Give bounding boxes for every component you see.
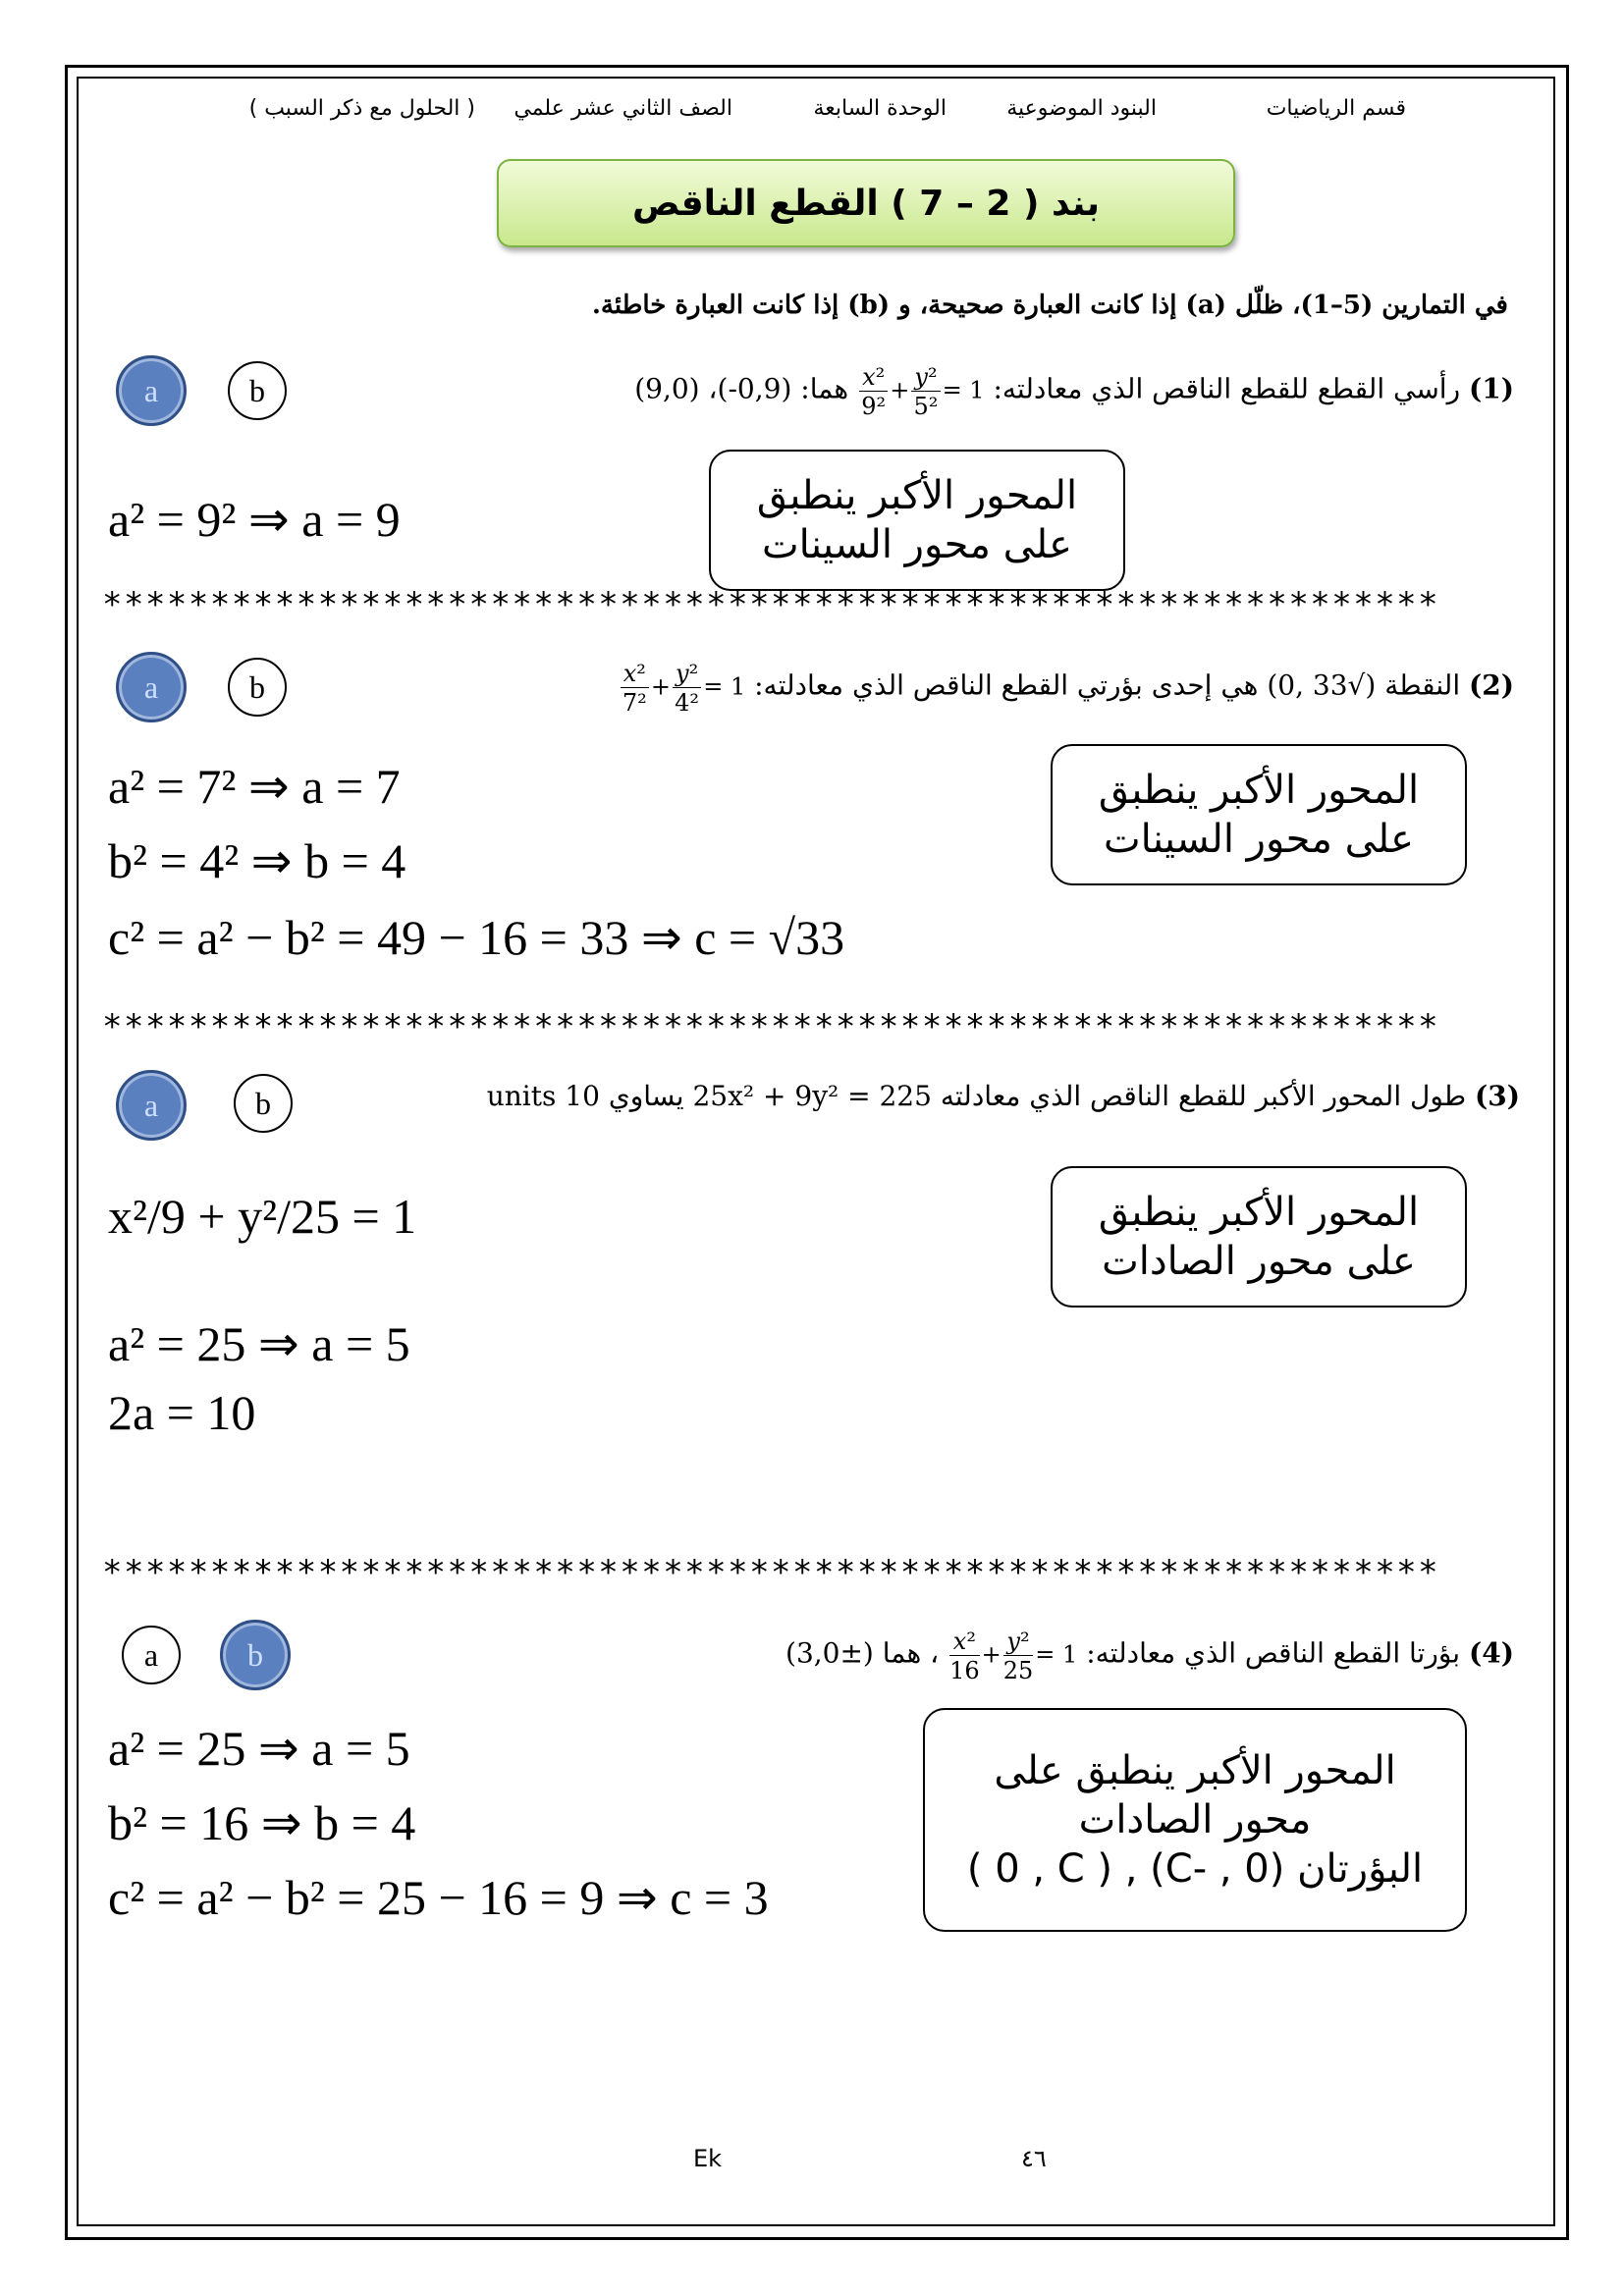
q4-number: (4) — [1469, 1636, 1514, 1670]
q3-note-line2: على محور الصادات — [1102, 1239, 1416, 1284]
q3-note-line1: المحور الأكبر ينطبق — [1098, 1190, 1420, 1235]
q2-note-line2: على محور السينات — [1103, 817, 1415, 862]
q1-number: (1) — [1469, 372, 1514, 405]
q4-work-line3: c² = a² − b² = 25 − 16 = 9 ⇒ c = 3 — [108, 1870, 769, 1925]
header-note: ( الحلول مع ذكر السبب ) — [248, 96, 475, 121]
header-items: البنود الموضوعية — [1006, 96, 1157, 121]
q3-text — [487, 1080, 1520, 1112]
q3-work-line2: a² = 25 ⇒ a = 5 — [108, 1316, 410, 1371]
q1-text — [634, 365, 1514, 418]
q4-statement: بؤرتا القطع الناقص الذي معادلته: — [1086, 1636, 1461, 1670]
footer-label: Ek — [693, 2145, 723, 2172]
q4-work-line2: b² = 16 ⇒ b = 4 — [108, 1795, 416, 1850]
q4-work-line1: a² = 25 ⇒ a = 5 — [108, 1721, 410, 1776]
q2-statement: النقطة (√33 ,0) هي إحدى بؤرتي القطع الناقص الذي معادلته: — [754, 668, 1461, 702]
header-grade: الصف الثاني عشر علمي — [514, 96, 732, 121]
q3-work-line3: 2a = 10 — [108, 1385, 256, 1440]
q4-note-line3: البؤرتان (C- , 0) , ( 0 , C ) — [966, 1846, 1424, 1892]
q1-claim: هما: (0,9-)، (9,0) — [634, 372, 849, 405]
q1-work-line1: a² = 9² ⇒ a = 9 — [108, 492, 401, 547]
header-unit: الوحدة السابعة — [813, 96, 947, 121]
q2-option-a[interactable]: a — [116, 652, 187, 722]
q4-note — [923, 1708, 1467, 1932]
instructions: في التمارين (5–1)، ظلّل (a) إذا كانت العبارة صحيحة، و (b) إذا كانت العبارة خاطئة. — [591, 291, 1508, 320]
q2-equation: $\frac{\text{x²}}{\text{7²}}$ + $\frac{\text{y²}}{\text{4²}}$ = 1 — [619, 662, 745, 715]
header-dept: قسم الرياضيات — [1266, 96, 1406, 121]
q1-note-line2: على محور السينات — [761, 522, 1073, 567]
q4-claim: ، هما (±3,0) — [785, 1636, 940, 1670]
q2-note-line1: المحور الأكبر ينطبق — [1098, 768, 1420, 813]
q2-work-line3: c² = a² − b² = 49 − 16 = 33 ⇒ c = √33 — [108, 910, 845, 965]
q4-note-line2: محور الصادات — [1078, 1797, 1312, 1842]
q3-work-line1: x²/9 + y²/25 = 1 — [108, 1189, 417, 1244]
q2-note — [1051, 744, 1467, 885]
q2-work-line2: b² = 4² ⇒ b = 4 — [108, 833, 406, 888]
separator-2: ************************************************************** — [102, 1007, 1440, 1046]
q1-option-b[interactable]: b — [228, 361, 287, 420]
separator-3: ************************************************************** — [102, 1553, 1440, 1592]
q4-equation: $\frac{\text{x²}}{16}$ + $\frac{\text{y²}}{25}$ = 1 — [949, 1628, 1078, 1684]
q4-option-b[interactable]: b — [220, 1620, 291, 1690]
q1-statement: رأسي القطع للقطع الناقص الذي معادلته: — [993, 372, 1461, 405]
q1-equation: $\frac{\text{x²}}{\text{9²}}$ + $\frac{\text{y²}}{\text{5²}}$ = 1 — [857, 365, 984, 418]
q4-option-a[interactable]: a — [122, 1626, 181, 1684]
q2-number: (2) — [1469, 668, 1514, 702]
q4-note-line1: المحور الأكبر ينطبق على — [994, 1748, 1396, 1793]
q3-number: (3) — [1475, 1080, 1520, 1112]
separator-1: ************************************************************** — [102, 585, 1440, 624]
section-title: بند ( 2 – 7 ) القطع الناقص — [632, 183, 1100, 224]
section-title-box — [497, 159, 1235, 247]
q1-note — [709, 450, 1125, 591]
q3-note — [1051, 1166, 1467, 1308]
q4-text — [785, 1629, 1514, 1682]
q3-statement: طول المحور الأكبر للقطع الناقص الذي معادلته 25x² + 9y² = 225 يساوي 10 units — [486, 1080, 1467, 1112]
q2-work-line1: a² = 7² ⇒ a = 7 — [108, 759, 401, 814]
q3-option-b[interactable]: b — [234, 1074, 293, 1133]
q3-option-a[interactable]: a — [116, 1070, 187, 1141]
q1-option-a[interactable]: a — [116, 355, 187, 426]
q1-note-line1: المحور الأكبر ينطبق — [756, 473, 1078, 518]
page-number: ٤٦ — [1021, 2145, 1047, 2172]
q2-option-b[interactable]: b — [228, 658, 287, 717]
q2-text — [619, 662, 1514, 715]
